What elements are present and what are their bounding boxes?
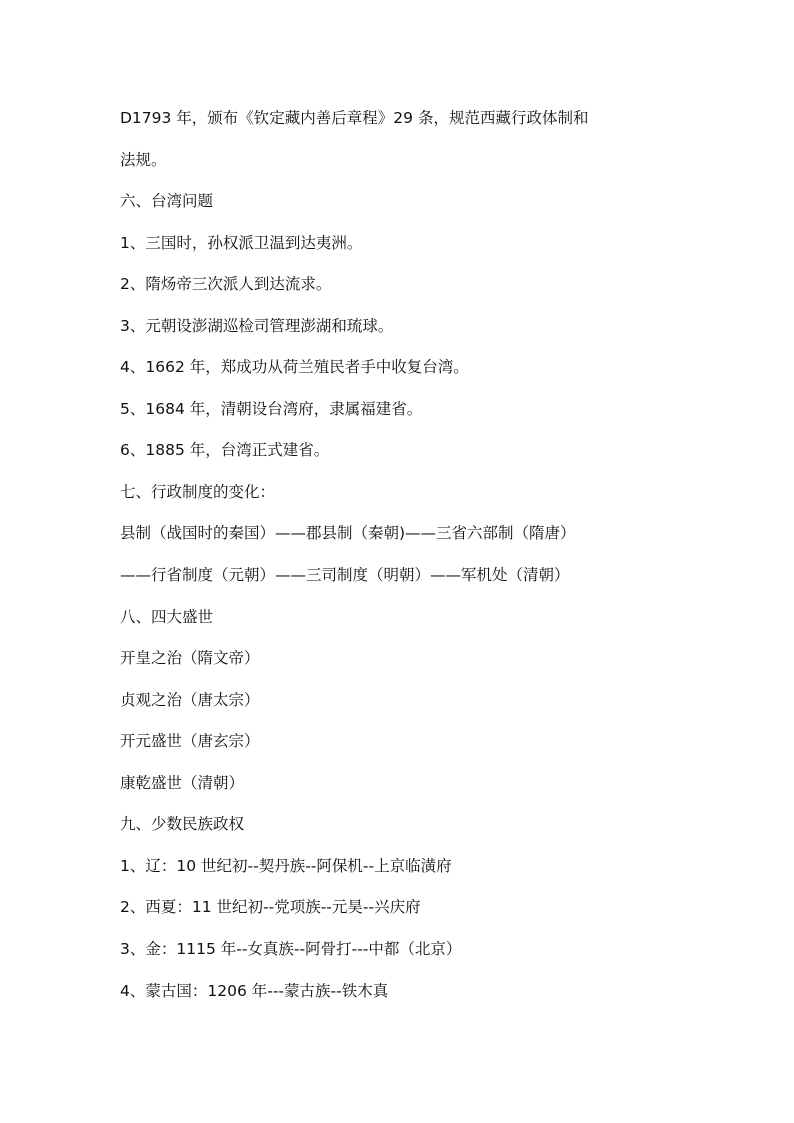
list-item: 康乾盛世（清朝） (120, 774, 245, 792)
text-line: 法规。 (120, 151, 167, 169)
list-item: 贞观之治（唐太宗） (120, 691, 260, 709)
list-item: 3、元朝设澎湖巡检司管理澎湖和琉球。 (120, 317, 394, 335)
text-line: ——行省制度（元朝）——三司制度（明朝）——军机处（清朝） (120, 566, 570, 584)
text-line: D1793 年，颁布《钦定藏内善后章程》29 条，规范西藏行政体制和 (120, 109, 589, 127)
text-line: 县制（战国时的秦国）——郡县制（秦朝)——三省六部制（隋唐） (120, 524, 576, 542)
list-item: 开皇之治（隋文帝） (120, 649, 260, 667)
list-item: 6、1885 年，台湾正式建省。 (120, 441, 330, 459)
list-item: 4、蒙古国：1206 年---蒙古族--铁木真 (120, 982, 389, 1000)
list-item: 2、西夏：11 世纪初--党项族--元昊--兴庆府 (120, 898, 421, 916)
list-item: 开元盛世（唐玄宗） (120, 732, 260, 750)
list-item: 2、隋炀帝三次派人到达流求。 (120, 275, 332, 293)
list-item: 4、1662 年，郑成功从荷兰殖民者手中收复台湾。 (120, 358, 469, 376)
section-heading: 七、行政制度的变化： (120, 483, 276, 501)
list-item: 1、三国时，孙权派卫温到达夷洲。 (120, 234, 363, 252)
section-heading: 八、四大盛世 (120, 608, 214, 626)
section-heading: 九、少数民族政权 (120, 815, 245, 833)
list-item: 1、辽：10 世纪初--契丹族--阿保机--上京临潢府 (120, 857, 452, 875)
section-heading: 六、台湾问题 (120, 192, 214, 210)
list-item: 3、金：1115 年--女真族--阿骨打---中都（北京） (120, 940, 462, 958)
list-item: 5、1684 年，清朝设台湾府，隶属福建省。 (120, 400, 423, 418)
